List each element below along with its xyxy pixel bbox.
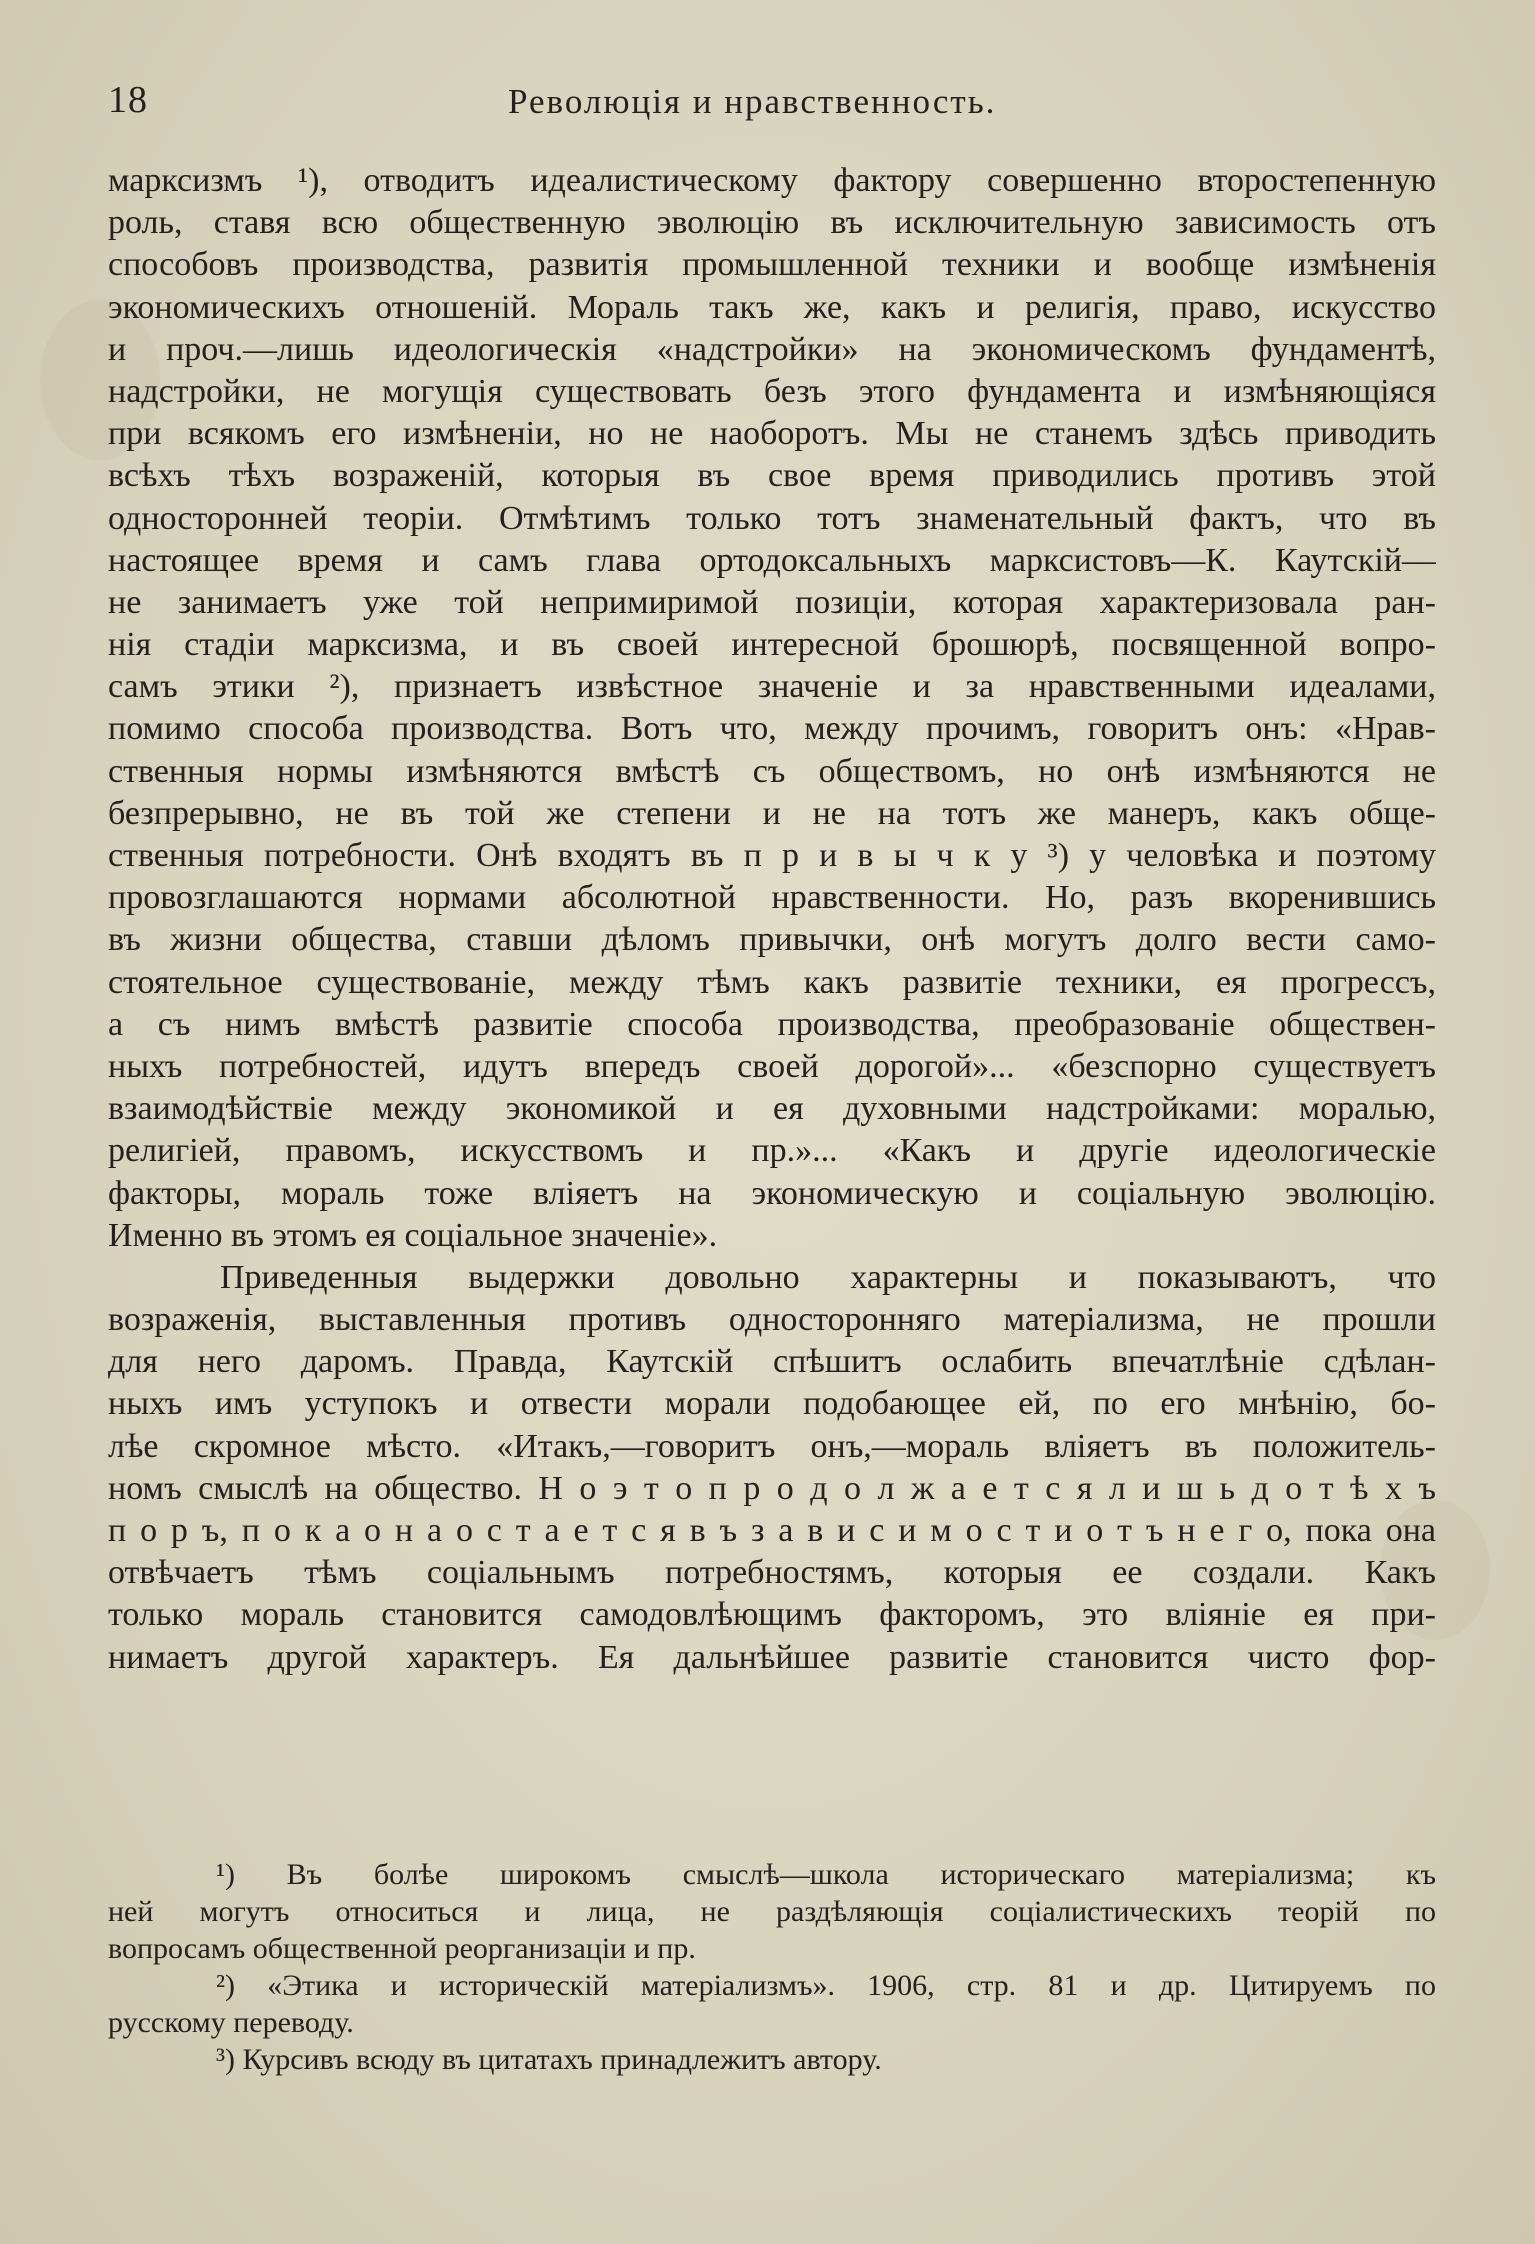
text-line: только мораль становится самодовлѣющимъ факторомъ, это вліяніе ея при- [108, 1596, 1436, 1634]
text-line: религіей, правомъ, искусствомъ и пр.»... «Какъ и другіе идеологическіе [108, 1132, 1436, 1170]
text-line: номъ смыслѣ на общество. Н о э т о п р о д о л ж а е т с я л и ш ь д о т ѣ х ъ [108, 1469, 1436, 1507]
text-line: при всякомъ его измѣненіи, но не наоборотъ. Мы не станемъ здѣсь приводить [108, 415, 1436, 453]
text-line: въ жизни общества, ставши дѣломъ привычки, онѣ могутъ долго вести само- [108, 921, 1436, 959]
footnotes [108, 1856, 1436, 2078]
text-line: Именно въ этомъ ея соціальное значеніе». [108, 1216, 718, 1254]
text-line: провозглашаются нормами абсолютной нравственности. Но, разъ вкоренившись [108, 879, 1436, 917]
text-line: ственныя нормы измѣняются вмѣстѣ съ обществомъ, но онѣ измѣняются не [108, 752, 1436, 790]
footnote-line: ³) Курсивъ всюду въ цитатахъ принадлежитъ автору. [216, 2043, 882, 2076]
text-line: надстройки, не могущія существовать безъ этого фундамента и измѣняющіяся [108, 372, 1436, 410]
text-line: помимо способа производства. Вотъ что, между прочимъ, говоритъ онъ: «Нрав- [108, 710, 1436, 748]
text-line: способовъ производства, развитія промышленной техники и вообще измѣненія [108, 246, 1436, 284]
footnote-line: вопросамъ общественной реорганизаціи и пр. [108, 1932, 696, 1965]
text-line: безпрерывно, не въ той же степени и не на тотъ же манеръ, какъ обще- [108, 794, 1436, 832]
text-line: стоятельное существованіе, между тѣмъ какъ развитіе техники, ея прогрессъ, [108, 963, 1436, 1001]
text-line: факторы, мораль тоже вліяетъ на экономическую и соціальную эволюцію. [108, 1174, 1436, 1212]
text-line: отвѣчаетъ тѣмъ соціальнымъ потребностямъ, которыя ее создали. Какъ [108, 1554, 1436, 1592]
footnote-line: ²) «Этика и историческій матеріализмъ». 1906, стр. 81 и др. Цитируемъ по [216, 1969, 1436, 2002]
text-line: самъ этики ²), признаетъ извѣстное значеніе и за нравственными идеалами, [108, 668, 1436, 706]
text-line: взаимодѣйствіе между экономикой и ея духовными надстройками: моралью, [108, 1090, 1436, 1128]
running-head [108, 78, 1428, 128]
text-line: а съ нимъ вмѣстѣ развитіе способа производства, преобразованіе обществен- [108, 1005, 1436, 1043]
text-line: нія стадіи марксизма, и въ своей интересной брошюрѣ, посвященной вопро- [108, 626, 1436, 664]
text-line: и проч.—лишь идеологическія «надстройки» на экономическомъ фундаментѣ, [108, 330, 1436, 368]
footnote-line: русскому переводу. [108, 2006, 354, 2039]
text-line: Приведенныя выдержки довольно характерны и показываютъ, что [220, 1258, 1436, 1296]
footnote-line: ней могутъ относиться и лица, не раздѣляющія соціалистическихъ теорій по [108, 1895, 1436, 1928]
text-line: ныхъ имъ уступокъ и отвести морали подобающее ей, по его мнѣнію, бо- [108, 1385, 1436, 1423]
footnote-line: ¹) Въ болѣе широкомъ смыслѣ—школа историческаго матеріализма; къ [216, 1858, 1436, 1891]
text-line: настоящее время и самъ глава ортодоксальныхъ марксистовъ—К. Каутскій— [108, 541, 1436, 579]
text-line: не занимаетъ уже той непримиримой позиціи, которая характеризовала ран- [108, 583, 1436, 621]
text-line: лѣе скромное мѣсто. «Итакъ,—говоритъ онъ,—мораль вліяетъ въ положитель- [108, 1427, 1436, 1465]
page-number: 18 [108, 79, 148, 121]
text-line: нимаетъ другой характеръ. Ея дальнѣйшее развитіе становится чисто фор- [108, 1638, 1436, 1676]
text-line: всѣхъ тѣхъ возраженій, которыя въ свое время приводились противъ этой [108, 457, 1436, 495]
text-line: возраженія, выставленныя противъ односторонняго матеріализма, не прошли [108, 1301, 1436, 1339]
text-line: марксизмъ ¹), отводитъ идеалистическому фактору совершенно второстепенную [108, 162, 1436, 199]
text-line: п о р ъ, п о к а о н а о с т а е т с я в ъ з а в и с и м о с т и о т ъ н е г о, пока она [108, 1512, 1436, 1549]
running-title: Революція и нравственность. [508, 82, 997, 121]
text-line: ныхъ потребностей, идутъ впередъ своей дорогой»... «безспорно существуетъ [108, 1047, 1436, 1085]
text-line: для него даромъ. Правда, Каутскій спѣшитъ ослабить впечатлѣніе сдѣлан- [108, 1343, 1436, 1381]
text-line: односторонней теоріи. Отмѣтимъ только тотъ знаменательный фактъ, что въ [108, 499, 1436, 537]
text-line: ственныя потребности. Онѣ входятъ въ п р и в ы ч к у ³) у человѣка и поэтому [108, 837, 1436, 874]
text-line: экономическихъ отношеній. Мораль такъ же, какъ и религія, право, искусство [108, 288, 1436, 326]
body-text [108, 160, 1436, 1679]
text-line: роль, ставя всю общественную эволюцію въ исключительную зависимость отъ [108, 204, 1436, 242]
